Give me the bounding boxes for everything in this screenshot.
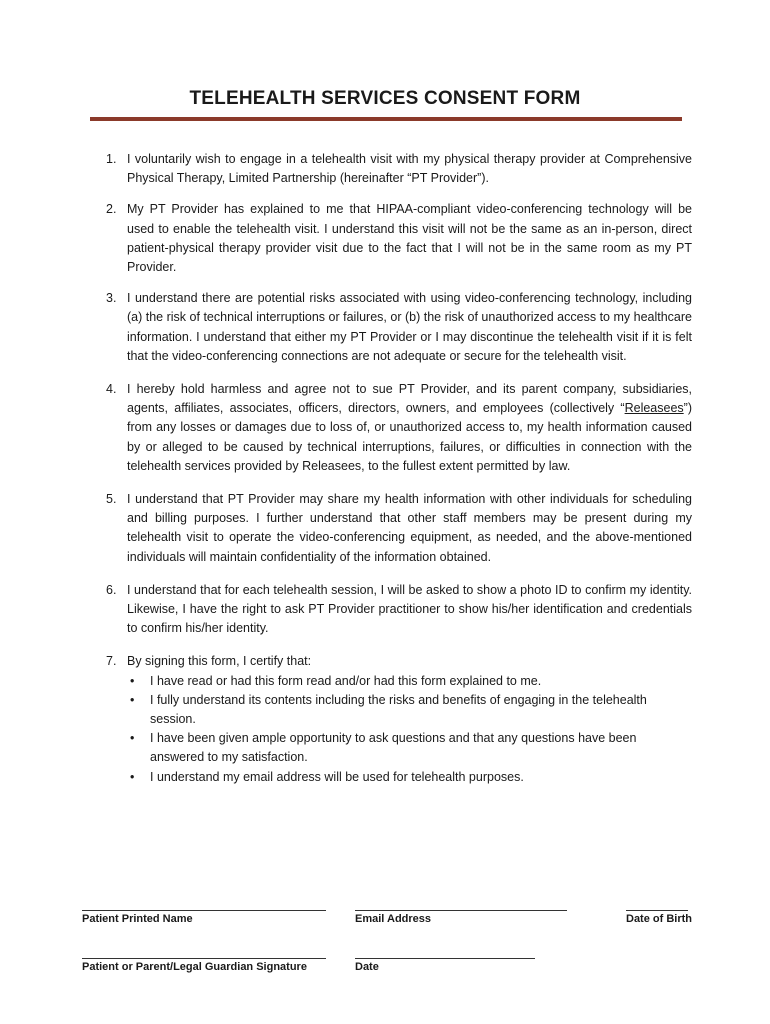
bullet-icon: •	[130, 731, 135, 746]
date-label: Date	[355, 961, 379, 973]
item-number: 5.	[106, 492, 117, 507]
title-rule	[90, 117, 682, 121]
item-number: 7.	[106, 654, 117, 669]
consent-item-7	[88, 652, 692, 786]
item-number: 3.	[106, 291, 117, 306]
bullet-icon: •	[130, 692, 135, 707]
signature-line[interactable]	[82, 958, 326, 959]
item-text-before: I hereby hold harmless and agree not to sue PT Provider, and its parent company, subsidiaries, agents, affiliates, associates, officers, directors, owners, and employees (collectively “	[127, 382, 692, 416]
releasees-term: Releasees	[624, 401, 684, 416]
bullet-text: I understand my email address will be used for telehealth purposes.	[150, 769, 524, 784]
email-label: Email Address	[355, 913, 432, 925]
bullet-text: I have been given ample opportunity to ask questions and that any questions have been answered to my satisfaction.	[150, 731, 637, 765]
certify-list	[127, 672, 692, 787]
item-text: By signing this form, I certify that:	[127, 654, 312, 669]
item-number: 2.	[106, 202, 117, 217]
dob-line[interactable]	[626, 910, 688, 911]
date-line[interactable]	[355, 958, 535, 959]
bullet-icon: •	[130, 673, 135, 688]
item-text: I understand that for each telehealth session, I will be asked to show a photo ID to confirm my identity. Likewise, I have the right to ask PT Provider practitioner to show his/her identification and credentials to confirm his/her identity.	[127, 582, 692, 636]
certify-bullet	[127, 672, 692, 691]
signature-label: Patient or Parent/Legal Guardian Signature	[82, 961, 307, 973]
item-number: 1.	[106, 152, 117, 166]
consent-item-4	[88, 380, 692, 476]
bullet-icon: •	[130, 769, 135, 784]
patient-name-label: Patient Printed Name	[82, 913, 193, 925]
consent-item-3	[88, 289, 692, 366]
dob-label: Date of Birth	[626, 913, 692, 925]
item-text: I voluntarily wish to engage in a telehealth visit with my physical therapy provider at Comprehensive Physical Therapy, Limited Partnership (hereinafter “PT Provider”).	[127, 152, 692, 186]
item-text: My PT Provider has explained to me that HIPAA-compliant video-conferencing technology will be used to enable the telehealth visit. I understand this visit will not be the same as an in-person, direct patient-physical therapy provider visit due to the fact that I will not be in the same room as my PT Provider.	[127, 202, 692, 275]
consent-item-5	[88, 490, 692, 567]
email-line[interactable]	[355, 910, 567, 911]
consent-item-6	[88, 581, 692, 639]
consent-items	[88, 150, 692, 787]
bullet-text: I fully understand its contents including the risks and benefits of engaging in the telehealth session.	[150, 692, 647, 727]
item-text-after: ”) from any losses or damages due to loss of, or unauthorized access to, my health information caused by or alleged to be caused by technical interruptions, failures, or difficulties in connection with the telehealth services provided by Releasees, to the fullest extent permitted by law.	[127, 401, 692, 473]
form-title: TELEHEALTH SERVICES CONSENT FORM	[189, 88, 581, 109]
consent-item-2	[88, 200, 692, 277]
item-text: I understand there are potential risks associated with using video-conferencing technology, including (a) the risk of technical interruptions or failures, or (b) the risk of unauthorized access to my healthcare information. I understand that either my PT Provider or I may discontinue the telehealth visit if it is felt that the video-conferencing connections are not adequate or secure for the telehealth visit.	[127, 291, 692, 363]
bullet-text: I have read or had this form read and/or had this form explained to me.	[150, 673, 542, 688]
certify-bullet	[127, 729, 692, 767]
certify-bullet	[127, 768, 692, 787]
certify-bullet	[127, 691, 692, 729]
item-number: 6.	[106, 582, 117, 597]
item-number: 4.	[106, 382, 117, 397]
item-text: I understand that PT Provider may share my health information with other individuals for scheduling and billing purposes. I further understand that other staff members may be present during my telehealth visit to operate the video-conferencing equipment, as needed, and the above-mentioned individuals will maintain confidentiality of the information obtained.	[127, 492, 692, 564]
consent-item-1	[88, 150, 692, 188]
patient-name-line[interactable]	[82, 910, 326, 911]
